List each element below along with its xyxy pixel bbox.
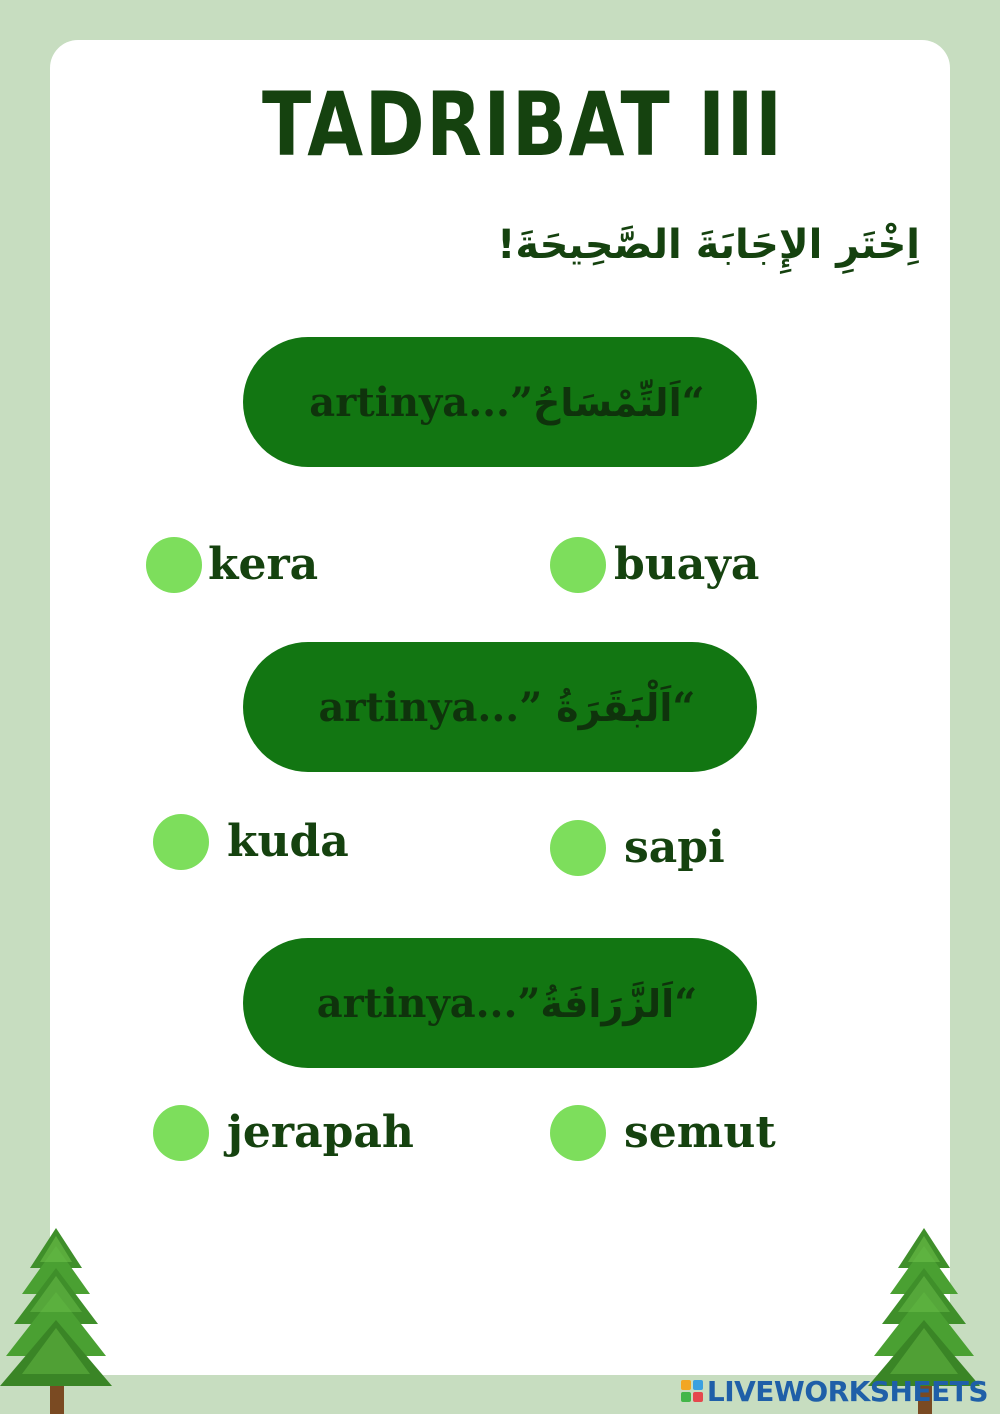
question-1-line [295,379,704,426]
question-3-open-quote: “ [674,979,698,1027]
radio-circle-icon[interactable] [153,1105,209,1161]
brand-text: LIVEWORKSHEETS [706,1374,988,1408]
question-3-line [303,980,697,1027]
worksheet-title: TADRIBAT III [262,73,784,176]
radio-circle-icon[interactable] [146,537,202,593]
liveworksheets-brand[interactable] [681,1374,988,1408]
question-3-arabic-word: اَلزَّرَافَةُ [540,981,675,1026]
question-2-close-quote: ” [519,683,557,731]
question-1-arabic-word: اَلتِّمْسَاحُ [533,380,682,425]
question-1-option-1[interactable] [146,535,318,595]
option-label: buaya [614,539,760,590]
option-label: kuda [227,816,349,867]
question-2-arabic-word: اَلْبَقَرَةُ [556,685,673,730]
option-label: kera [208,539,319,590]
radio-circle-icon[interactable] [550,820,606,876]
question-3-option-2[interactable] [550,1103,776,1163]
option-label: sapi [624,822,725,873]
question-2-line [305,684,696,731]
question-3-suffix: artinya... [302,979,518,1027]
question-2-open-quote: “ [672,683,696,731]
question-1-suffix: artinya... [295,378,510,426]
question-3-prompt [243,938,757,1068]
option-label: jerapah [227,1107,414,1158]
question-1-open-quote: “ [681,378,705,426]
question-2-prompt [243,642,757,772]
question-2-suffix: artinya... [304,683,520,731]
radio-circle-icon[interactable] [550,1105,606,1161]
question-3-close-quote: ” [517,979,541,1027]
question-1-prompt [243,337,757,467]
question-3-option-1[interactable] [153,1103,414,1163]
radio-circle-icon[interactable] [153,814,209,870]
question-1-close-quote: ” [509,378,533,426]
pine-tree-icon [0,1228,112,1414]
question-2-option-1[interactable] [153,812,349,872]
question-2-option-2[interactable] [550,818,725,878]
liveworksheets-logo-icon [681,1380,703,1402]
instruction-text: اِخْتَرِ الإِجَابَةَ الصَّحِيحَةَ! [497,222,920,268]
question-1-option-2[interactable] [550,535,759,595]
radio-circle-icon[interactable] [550,537,606,593]
option-label: semut [624,1107,776,1158]
